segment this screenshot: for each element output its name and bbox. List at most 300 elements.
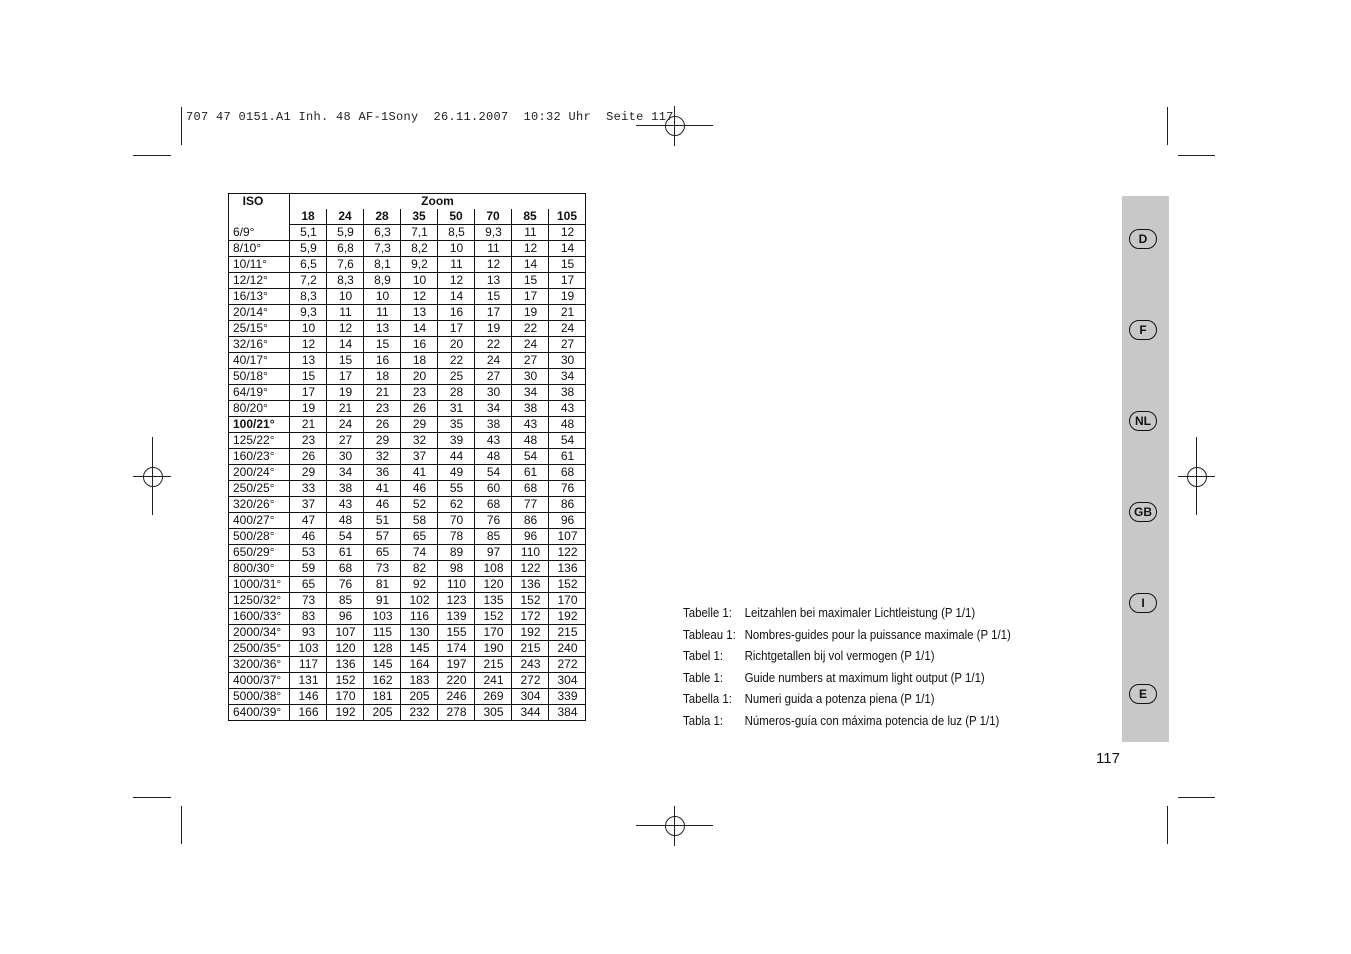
guide-number-cell: 32 [364,449,401,465]
iso-cell: 250/25° [229,481,290,497]
caption-line [683,688,1011,710]
guide-number-cell: 9,3 [290,305,327,321]
guide-number-cell: 9,3 [475,225,512,241]
guide-number-cell: 103 [364,609,401,625]
guide-number-cell: 10 [290,321,327,337]
guide-number-cell: 97 [475,545,512,561]
guide-number-cell: 48 [327,513,364,529]
guide-number-cell: 128 [364,641,401,657]
guide-number-cell: 35 [438,417,475,433]
focal-length-header: 24 [327,209,364,225]
guide-number-cell: 215 [549,625,586,641]
table-captions [683,602,1056,731]
guide-number-cell: 76 [327,577,364,593]
table-row [229,337,586,353]
caption-line [683,602,1011,624]
table-row [229,641,586,657]
iso-cell: 6/9° [229,225,290,241]
iso-cell: 160/23° [229,449,290,465]
guide-number-cell: 15 [512,273,549,289]
guide-number-cell: 146 [290,689,327,705]
guide-number-cell: 8,2 [401,241,438,257]
guide-number-cell: 85 [475,529,512,545]
guide-number-cell: 19 [549,289,586,305]
guide-number-cell: 17 [327,369,364,385]
iso-cell: 6400/39° [229,705,290,721]
guide-number-cell: 7,2 [290,273,327,289]
guide-number-cell: 12 [327,321,364,337]
iso-cell: 64/19° [229,385,290,401]
guide-number-cell: 12 [512,241,549,257]
guide-number-cell: 34 [327,465,364,481]
crop-mark [133,797,171,798]
iso-cell: 20/14° [229,305,290,321]
crop-mark [181,107,182,145]
guide-number-cell: 120 [327,641,364,657]
guide-number-cell: 34 [512,385,549,401]
table-row [229,561,586,577]
guide-number-cell: 8,3 [290,289,327,305]
guide-number-cell: 73 [364,561,401,577]
language-marker-gb: GB [1129,502,1157,522]
guide-number-cell: 38 [549,385,586,401]
caption-label: Tabel 1: [683,648,724,663]
iso-cell: 400/27° [229,513,290,529]
guide-number-cell: 29 [290,465,327,481]
guide-number-cell: 24 [512,337,549,353]
guide-number-cell: 12 [549,225,586,241]
guide-number-cell: 5,1 [290,225,327,241]
guide-number-cell: 14 [549,241,586,257]
table-row [229,657,586,673]
guide-number-cell: 190 [475,641,512,657]
guide-number-cell: 11 [475,241,512,257]
language-tab-bar [1122,196,1169,742]
guide-number-cell: 76 [475,513,512,529]
caption-line [683,645,1011,667]
iso-cell: 3200/36° [229,657,290,673]
guide-number-cell: 34 [475,401,512,417]
guide-number-cell: 15 [290,369,327,385]
guide-number-cell: 10 [401,273,438,289]
guide-number-cell: 122 [549,545,586,561]
guide-number-cell: 136 [327,657,364,673]
table-row [229,577,586,593]
table-row [229,401,586,417]
guide-number-cell: 135 [475,593,512,609]
iso-cell: 16/13° [229,289,290,305]
guide-number-cell: 232 [401,705,438,721]
caption-line [683,624,1011,646]
crop-mark [133,155,171,156]
guide-number-cell: 46 [290,529,327,545]
guide-number-cell: 8,9 [364,273,401,289]
guide-number-cell: 172 [512,609,549,625]
guide-number-cell: 48 [549,417,586,433]
guide-number-cell: 96 [512,529,549,545]
guide-number-cell: 23 [364,401,401,417]
guide-number-cell: 6,5 [290,257,327,273]
guide-number-cell: 13 [401,305,438,321]
caption-text: Richtgetallen bij vol vermogen (P 1/1) [744,648,935,663]
guide-number-cell: 19 [290,401,327,417]
guide-number-cell: 34 [549,369,586,385]
guide-number-cell: 16 [401,337,438,353]
guide-number-cell: 74 [401,545,438,561]
guide-number-cell: 107 [327,625,364,641]
table-row [229,673,586,689]
guide-number-cell: 43 [549,401,586,417]
guide-number-cell: 43 [512,417,549,433]
guide-number-cell: 215 [475,657,512,673]
guide-number-cell: 12 [401,289,438,305]
guide-number-cell: 68 [475,497,512,513]
guide-number-cell: 70 [438,513,475,529]
guide-number-cell: 13 [475,273,512,289]
guide-number-cell: 54 [475,465,512,481]
guide-number-cell: 85 [327,593,364,609]
guide-number-cell: 98 [438,561,475,577]
guide-number-cell: 155 [438,625,475,641]
guide-number-cell: 48 [512,433,549,449]
crop-mark [1167,806,1168,844]
guide-number-cell: 62 [438,497,475,513]
guide-number-cell: 21 [364,385,401,401]
guide-number-cell: 22 [475,337,512,353]
guide-number-cell: 10 [364,289,401,305]
guide-number-cell: 115 [364,625,401,641]
guide-number-cell: 27 [512,353,549,369]
guide-number-cell: 192 [327,705,364,721]
guide-number-cell: 241 [475,673,512,689]
table-row [229,705,586,721]
guide-number-cell: 192 [549,609,586,625]
table-row [229,433,586,449]
iso-cell: 32/16° [229,337,290,353]
focal-length-header: 70 [475,209,512,225]
guide-number-cell: 164 [401,657,438,673]
guide-number-cell: 170 [549,593,586,609]
guide-number-table [228,193,586,721]
guide-number-cell: 12 [290,337,327,353]
table-row [229,353,586,369]
guide-number-cell: 117 [290,657,327,673]
guide-number-cell: 30 [327,449,364,465]
guide-number-cell: 30 [512,369,549,385]
guide-number-cell: 26 [364,417,401,433]
guide-number-cell: 192 [512,625,549,641]
guide-number-cell: 55 [438,481,475,497]
guide-number-cell: 82 [401,561,438,577]
iso-cell: 12/12° [229,273,290,289]
guide-number-cell: 269 [475,689,512,705]
guide-number-cell: 7,1 [401,225,438,241]
guide-number-cell: 21 [327,401,364,417]
iso-cell: 650/29° [229,545,290,561]
table-row [229,225,586,241]
table-row [229,481,586,497]
guide-number-cell: 110 [438,577,475,593]
guide-number-cell: 8,1 [364,257,401,273]
guide-number-cell: 110 [512,545,549,561]
guide-number-cell: 122 [512,561,549,577]
guide-number-cell: 205 [401,689,438,705]
focal-length-header: 50 [438,209,475,225]
guide-number-cell: 139 [438,609,475,625]
caption-line [683,667,1011,689]
guide-number-cell: 11 [512,225,549,241]
table-row [229,609,586,625]
guide-number-cell: 37 [290,497,327,513]
guide-number-cell: 19 [327,385,364,401]
language-marker-e: E [1129,684,1157,704]
iso-cell: 2500/35° [229,641,290,657]
guide-number-cell: 37 [401,449,438,465]
iso-cell: 4000/37° [229,673,290,689]
guide-number-cell: 38 [327,481,364,497]
guide-number-cell: 102 [401,593,438,609]
guide-number-cell: 272 [512,673,549,689]
table-row [229,273,586,289]
iso-cell: 2000/34° [229,625,290,641]
guide-number-cell: 86 [549,497,586,513]
guide-number-cell: 61 [512,465,549,481]
guide-number-cell: 14 [438,289,475,305]
table-row [229,289,586,305]
table-row [229,545,586,561]
guide-number-cell: 152 [512,593,549,609]
guide-number-cell: 59 [290,561,327,577]
guide-number-cell: 89 [438,545,475,561]
guide-number-cell: 14 [512,257,549,273]
table-row [229,257,586,273]
guide-number-cell: 39 [438,433,475,449]
caption-line [683,710,1011,732]
guide-number-cell: 27 [549,337,586,353]
language-marker-i: I [1129,593,1157,613]
guide-number-cell: 14 [401,321,438,337]
crop-mark [1178,797,1215,798]
guide-number-cell: 162 [364,673,401,689]
guide-number-cell: 8,5 [438,225,475,241]
guide-number-cell: 21 [290,417,327,433]
guide-number-cell: 10 [438,241,475,257]
iso-cell: 125/22° [229,433,290,449]
guide-number-cell: 33 [290,481,327,497]
table-row [229,385,586,401]
iso-cell: 10/11° [229,257,290,273]
guide-number-cell: 57 [364,529,401,545]
crop-mark [1167,107,1168,145]
guide-number-cell: 29 [401,417,438,433]
iso-cell: 200/24° [229,465,290,481]
guide-number-cell: 58 [401,513,438,529]
iso-header: ISO [229,194,290,225]
crop-mark [181,806,182,844]
guide-number-cell: 68 [327,561,364,577]
guide-number-cell: 65 [290,577,327,593]
guide-number-cell: 152 [327,673,364,689]
guide-number-cell: 17 [549,273,586,289]
guide-number-cell: 18 [401,353,438,369]
guide-number-cell: 15 [549,257,586,273]
language-marker-d: D [1129,229,1157,249]
guide-number-cell: 152 [549,577,586,593]
guide-number-cell: 12 [475,257,512,273]
guide-number-cell: 17 [290,385,327,401]
guide-number-cell: 116 [401,609,438,625]
crop-mark [1178,155,1215,156]
guide-number-cell: 24 [475,353,512,369]
iso-cell: 500/28° [229,529,290,545]
guide-number-cell: 17 [512,289,549,305]
guide-number-cell: 19 [475,321,512,337]
guide-number-cell: 16 [364,353,401,369]
guide-number-cell: 11 [438,257,475,273]
guide-number-cell: 10 [327,289,364,305]
guide-number-cell: 170 [327,689,364,705]
table-row [229,305,586,321]
guide-number-cell: 304 [512,689,549,705]
page-number: 117 [1096,750,1120,767]
table-row [229,497,586,513]
guide-number-cell: 46 [401,481,438,497]
iso-cell: 800/30° [229,561,290,577]
guide-number-cell: 30 [475,385,512,401]
guide-number-cell: 278 [438,705,475,721]
guide-number-cell: 17 [475,305,512,321]
guide-number-cell: 344 [512,705,549,721]
table-row [229,689,586,705]
guide-number-cell: 183 [401,673,438,689]
iso-cell: 1250/32° [229,593,290,609]
guide-number-cell: 27 [327,433,364,449]
guide-number-cell: 205 [364,705,401,721]
guide-number-cell: 384 [549,705,586,721]
guide-number-cell: 93 [290,625,327,641]
guide-number-cell: 96 [549,513,586,529]
caption-text: Leitzahlen bei maximaler Lichtleistung (P 1/1) [744,605,976,620]
guide-number-cell: 107 [549,529,586,545]
table-row [229,513,586,529]
guide-number-cell: 86 [512,513,549,529]
guide-number-cell: 92 [401,577,438,593]
table-row [229,369,586,385]
guide-number-cell: 11 [327,305,364,321]
guide-number-cell: 123 [438,593,475,609]
caption-label: Tableau 1: [683,626,736,642]
guide-number-cell: 145 [364,657,401,673]
guide-number-cell: 26 [290,449,327,465]
guide-number-cell: 152 [475,609,512,625]
guide-number-cell: 43 [475,433,512,449]
guide-number-cell: 166 [290,705,327,721]
zoom-header: Zoom [421,194,454,208]
guide-number-cell: 68 [549,465,586,481]
guide-number-cell: 18 [364,369,401,385]
language-marker-nl: NL [1129,411,1157,431]
guide-number-cell: 68 [512,481,549,497]
guide-number-cell: 130 [401,625,438,641]
guide-number-cell: 32 [401,433,438,449]
guide-number-cell: 8,3 [327,273,364,289]
language-marker-f: F [1129,320,1157,340]
guide-number-cell: 81 [364,577,401,593]
guide-number-cell: 38 [475,417,512,433]
guide-number-cell: 11 [364,305,401,321]
guide-number-cell: 145 [401,641,438,657]
guide-number-cell: 54 [327,529,364,545]
focal-length-header: 28 [364,209,401,225]
table-row [229,241,586,257]
guide-number-cell: 13 [290,353,327,369]
guide-number-cell: 12 [438,273,475,289]
guide-number-cell: 6,8 [327,241,364,257]
guide-number-cell: 17 [438,321,475,337]
guide-number-cell: 103 [290,641,327,657]
guide-number-cell: 120 [475,577,512,593]
guide-number-cell: 61 [327,545,364,561]
guide-number-cell: 83 [290,609,327,625]
table-row [229,449,586,465]
guide-number-cell: 22 [438,353,475,369]
guide-number-cell: 76 [549,481,586,497]
guide-number-cell: 170 [475,625,512,641]
table-row [229,417,586,433]
caption-text: Guide numbers at maximum light output (P 1/1) [744,669,985,685]
guide-number-cell: 27 [475,369,512,385]
guide-number-cell: 61 [549,449,586,465]
guide-number-cell: 47 [290,513,327,529]
guide-number-cell: 7,3 [364,241,401,257]
guide-number-cell: 131 [290,673,327,689]
guide-number-cell: 19 [512,305,549,321]
iso-cell: 320/26° [229,497,290,513]
guide-number-cell: 54 [549,433,586,449]
guide-number-cell: 9,2 [401,257,438,273]
guide-number-cell: 15 [475,289,512,305]
iso-cell: 25/15° [229,321,290,337]
table-row [229,593,586,609]
guide-number-cell: 220 [438,673,475,689]
guide-number-cell: 24 [549,321,586,337]
focal-length-header: 85 [512,209,549,225]
guide-number-cell: 304 [549,673,586,689]
table-row [229,625,586,641]
guide-number-cell: 6,3 [364,225,401,241]
guide-number-cell: 41 [364,481,401,497]
guide-number-cell: 28 [438,385,475,401]
focal-length-header: 18 [290,209,327,225]
guide-number-cell: 13 [364,321,401,337]
guide-number-cell: 22 [512,321,549,337]
guide-number-cell: 136 [512,577,549,593]
guide-number-cell: 77 [512,497,549,513]
guide-number-cell: 15 [327,353,364,369]
focal-length-header: 35 [401,209,438,225]
guide-number-cell: 246 [438,689,475,705]
guide-number-cell: 305 [475,705,512,721]
guide-number-cell: 44 [438,449,475,465]
guide-number-cell: 49 [438,465,475,481]
guide-number-cell: 30 [549,353,586,369]
guide-number-cell: 78 [438,529,475,545]
iso-cell: 80/20° [229,401,290,417]
caption-text: Nombres-guides pour la puissance maximale (P 1/1) [744,626,1011,642]
guide-number-cell: 52 [401,497,438,513]
table-row [229,529,586,545]
guide-number-cell: 96 [327,609,364,625]
